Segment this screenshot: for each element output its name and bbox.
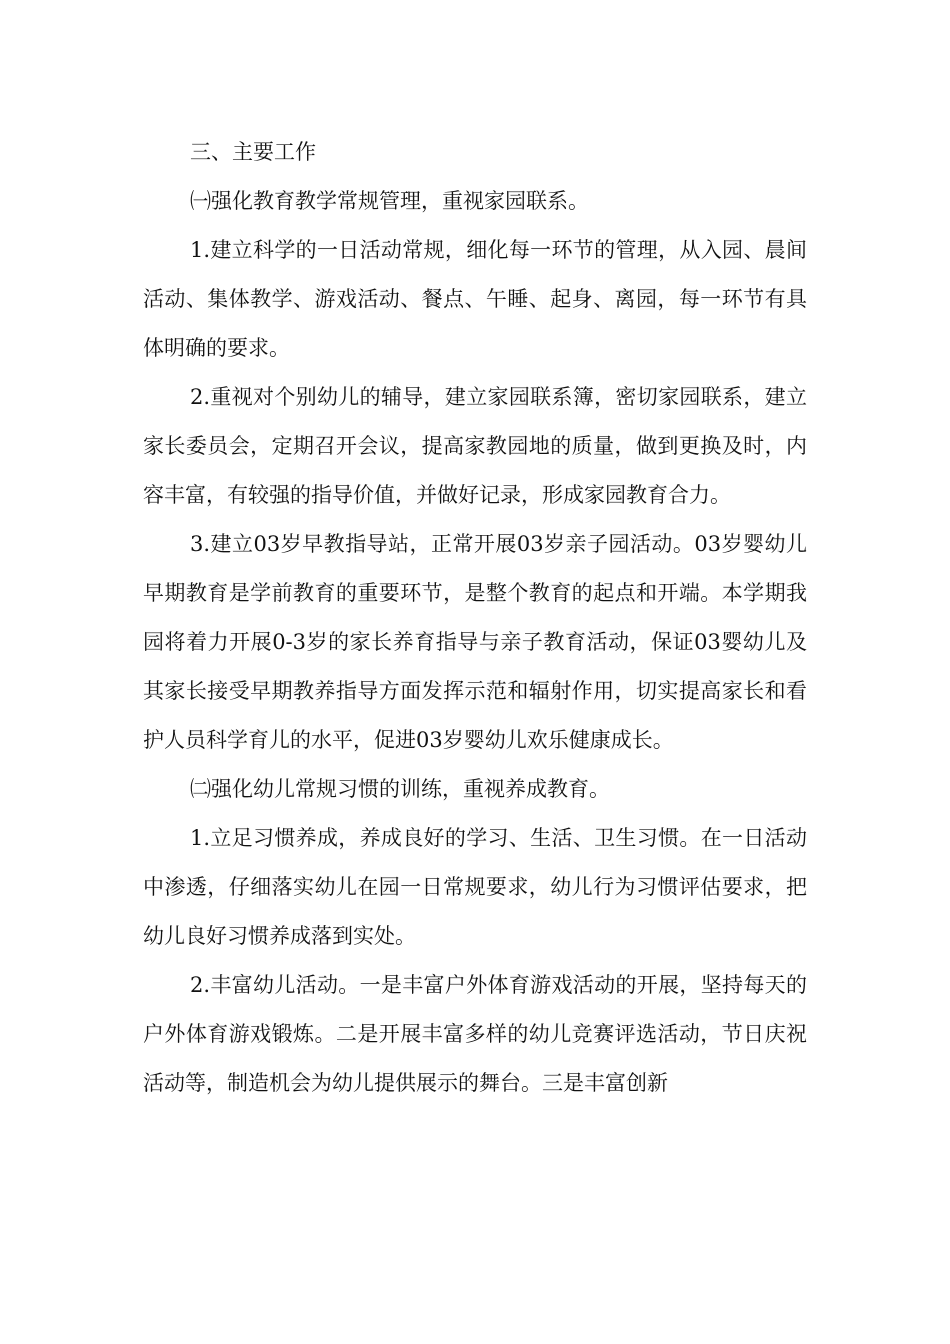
- paragraph-item-1-3: 3.建立03岁早教指导站，正常开展03岁亲子园活动。03岁婴幼儿早期教育是学前教育的重要环节，是整个教育的起点和开端。本学期我园将着力开展0-3岁的家长养育指导与亲子教育活动，保证03婴幼儿及其家长接受早期教养指导方面发挥示范和辐射作用，切实提高家长和看护人员科学育儿的水平，促进03岁婴幼儿欢乐健康成长。: [143, 532, 807, 752]
- paragraph-item-1-1: 1.建立科学的一日活动常规，细化每一环节的管理，从入园、晨间活动、集体教学、游戏活动、餐点、午睡、起身、离园，每一环节有具体明确的要求。: [143, 238, 807, 360]
- subsection-heading-1: ㈠强化教育教学常规管理，重视家园联系。: [190, 189, 589, 213]
- subsection-heading-2: ㈡强化幼儿常规习惯的训练，重视养成教育。: [190, 777, 610, 801]
- document-body: [143, 128, 807, 1108]
- paragraph-item-2-2: 2.丰富幼儿活动。一是丰富户外体育游戏活动的开展，坚持每天的户外体育游戏锻炼。二是开展丰富多样的幼儿竞赛评选活动，节日庆祝活动等，制造机会为幼儿提供展示的舞台。三是丰富创新: [143, 973, 807, 1095]
- paragraph-item-2-1: 1.立足习惯养成，养成良好的学习、生活、卫生习惯。在一日活动中渗透，仔细落实幼儿在园一日常规要求，幼儿行为习惯评估要求，把幼儿良好习惯养成落到实处。: [143, 826, 807, 948]
- paragraph-item-1-2: 2.重视对个别幼儿的辅导，建立家园联系簿，密切家园联系，建立家长委员会，定期召开会议，提高家教园地的质量，做到更换及时，内容丰富，有较强的指导价值，并做好记录，形成家园教育合力。: [143, 385, 807, 507]
- section-heading: 三、主要工作: [190, 140, 316, 164]
